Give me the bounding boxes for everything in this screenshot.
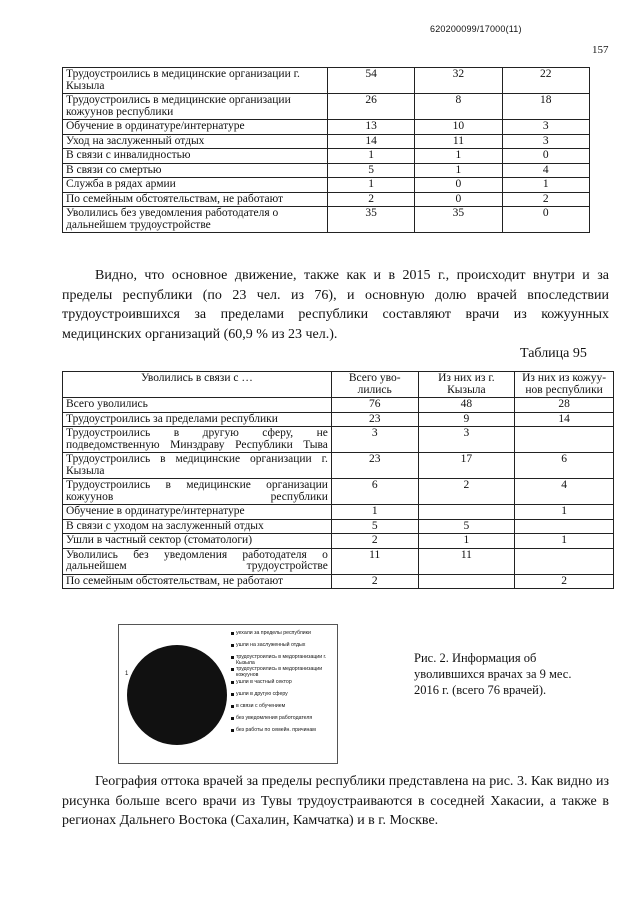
table-cell: 22 [502, 68, 589, 94]
table-row [63, 163, 590, 178]
legend-label: ушли в частный сектор [236, 678, 292, 685]
table1-body [63, 68, 590, 233]
table-header-row [63, 372, 614, 398]
document-id: 620200099/17000(11) [430, 24, 522, 34]
table-cell: 4 [502, 163, 589, 178]
figure-caption: Рис. 2. Информация об уволившихся врачах за 9 мес. 2016 г. (всего 76 врачей). [414, 651, 572, 697]
legend-label: в связи с обучением [236, 702, 286, 709]
table-row [63, 548, 614, 574]
table-row [63, 534, 614, 549]
legend-item [231, 728, 335, 734]
table-cell: Трудоустроились в медицинские организации г. Кызыла [63, 453, 332, 479]
legend-swatch [231, 656, 234, 659]
table-cell: 2 [331, 534, 418, 549]
legend-swatch [231, 681, 234, 684]
legend-swatch [231, 632, 234, 635]
table-cell: 2 [502, 192, 589, 207]
table-cell: 18 [502, 94, 589, 120]
table-cell: 9 [418, 412, 515, 427]
table-cell: Трудоустроились в медицинские организации кожуунов республики [63, 479, 332, 505]
table-cell [515, 519, 614, 534]
table-cell: Служба в рядах армии [63, 178, 328, 193]
legend-label: трудоустроились в медорганизации г. Кызыла [236, 654, 327, 666]
table-cell: Трудоустроились в медицинские организации кожуунов республики [63, 94, 328, 120]
table-cell: 35 [327, 207, 414, 233]
table-cell: 32 [415, 68, 502, 94]
table-cell: 3 [502, 134, 589, 149]
legend-swatch [231, 729, 234, 732]
dismissal-table [62, 371, 614, 589]
body-paragraph: География оттока врачей за пределы республики представлена на рис. 3. Как видно из рисунка больше всего врачи из Тувы трудоустраиваются в соседней Хакасии, а также в регионах Дальнего Востока (Сахалин, Камчатка) и в г. Москве. [62, 774, 609, 828]
table-cell: Трудоустроились в другую сферу, не подведомственную Минздраву Республики Тыва [63, 427, 332, 453]
legend-item [231, 643, 335, 649]
legend-label: уехали за пределы республики [236, 630, 311, 636]
table-row [63, 207, 590, 233]
table-cell: 1 [415, 163, 502, 178]
body-paragraph: Видно, что основное движение, также как и в 2015 г., происходит внутри и за пределы республики (по 23 чел. из 76), и основную долю врачей впоследствии трудоустроившихся за пределами республики составляют врачи из кожуунных медицинских организаций (60,9 % из 23 чел.). [62, 268, 609, 342]
legend-item [231, 655, 335, 666]
table-cell: 1 [331, 505, 418, 520]
pie-chart [123, 641, 231, 749]
table-cell: 1 [502, 178, 589, 193]
table-cell: Уход на заслуженный отдых [63, 134, 328, 149]
table-row [63, 412, 614, 427]
table-cell: 2 [327, 192, 414, 207]
table-cell: 4 [515, 479, 614, 505]
table-cell: 54 [327, 68, 414, 94]
table-cell: 11 [418, 548, 515, 574]
legend-item [231, 631, 335, 637]
table-cell: 10 [415, 120, 502, 135]
table-cell: 11 [331, 548, 418, 574]
table-cell: 3 [418, 427, 515, 453]
table-cell [515, 427, 614, 453]
table-cell: 1 [515, 534, 614, 549]
table-row [63, 479, 614, 505]
table-cell [418, 505, 515, 520]
table-cell: 11 [415, 134, 502, 149]
table-row [63, 94, 590, 120]
table-row [63, 519, 614, 534]
legend-item [231, 704, 335, 710]
column-header: Из них из г. Кызыла [418, 372, 515, 398]
table-cell: 3 [502, 120, 589, 135]
table-cell: 1 [327, 149, 414, 164]
table2-body [63, 398, 614, 589]
legend-label: без работы по семейн. причинам [236, 726, 316, 733]
table-cell: По семейным обстоятельствам, не работают [63, 192, 328, 207]
table2-header [63, 372, 614, 398]
table-cell: 6 [331, 479, 418, 505]
table-cell: 0 [415, 192, 502, 207]
table-row [63, 178, 590, 193]
table-cell: Обучение в ординатуре/интернатуре [63, 120, 328, 135]
legend-label: без уведомления работодателя [236, 714, 313, 721]
table-row [63, 68, 590, 94]
table-cell: 13 [327, 120, 414, 135]
table-row [63, 120, 590, 135]
column-header: Из них из кожуу-нов республики [515, 372, 614, 398]
table-cell: Всего уволились [63, 398, 332, 413]
table-cell [418, 574, 515, 589]
legend-swatch [231, 668, 234, 671]
table-cell: 14 [515, 412, 614, 427]
column-header: Уволились в связи с … [63, 372, 332, 398]
table-cell: Трудоустроились за пределами республики [63, 412, 332, 427]
table-row [63, 427, 614, 453]
table-cell: В связи со смертью [63, 163, 328, 178]
table-cell: 0 [502, 207, 589, 233]
table-cell: Ушли в частный сектор (стоматологи) [63, 534, 332, 549]
table-cell: 28 [515, 398, 614, 413]
table-cell: 23 [331, 412, 418, 427]
table-row [63, 192, 590, 207]
table-cell: 2 [418, 479, 515, 505]
table-cell: 2 [331, 574, 418, 589]
table-cell: 5 [327, 163, 414, 178]
table-cell: 23 [331, 453, 418, 479]
table-cell: 3 [331, 427, 418, 453]
table-cell: 35 [415, 207, 502, 233]
table-cell: 0 [415, 178, 502, 193]
legend-swatch [231, 717, 234, 720]
legend-swatch [231, 644, 234, 647]
table-cell: 1 [415, 149, 502, 164]
legend-label: ушли в другую сферу [236, 690, 288, 697]
table-cell: В связи с инвалидностью [63, 149, 328, 164]
table-row [63, 134, 590, 149]
legend-item [231, 667, 335, 678]
table-cell: 48 [418, 398, 515, 413]
table-cell: 5 [331, 519, 418, 534]
page-number: 157 [592, 44, 609, 56]
table-cell: Трудоустроились в медицинские организации г. Кызыла [63, 68, 328, 94]
table-cell: 76 [331, 398, 418, 413]
column-header: Всего уво-лились [331, 372, 418, 398]
legend-item [231, 692, 335, 698]
table-cell: По семейным обстоятельствам, не работают [63, 574, 332, 589]
legend-item [231, 680, 335, 686]
table-row [63, 453, 614, 479]
table-cell: 14 [327, 134, 414, 149]
table-row [63, 574, 614, 589]
table-cell: 8 [415, 94, 502, 120]
continued-table [62, 67, 590, 233]
table-cell: 1 [515, 505, 614, 520]
table-cell: Уволились без уведомления работодателя о дальнейшем трудоустройстве [63, 548, 332, 574]
table-cell: 26 [327, 94, 414, 120]
legend-item [231, 716, 335, 722]
table-cell: 17 [418, 453, 515, 479]
legend-swatch [231, 693, 234, 696]
table-cell: В связи с уходом на заслуженный отдых [63, 519, 332, 534]
table-cell: 5 [418, 519, 515, 534]
table-cell: Обучение в ординатуре/интернатуре [63, 505, 332, 520]
table-cell: Уволились без уведомления работодателя о дальнейшем трудоустройстве [63, 207, 328, 233]
pie-chart-figure [118, 624, 338, 764]
table-caption: Таблица 95 [520, 346, 587, 361]
table-row [63, 398, 614, 413]
table-cell [515, 548, 614, 574]
legend-label: ушли на заслуженный отдых [236, 642, 306, 649]
table-cell: 0 [502, 149, 589, 164]
pie-slice [127, 645, 227, 745]
table-cell: 6 [515, 453, 614, 479]
table-row [63, 149, 590, 164]
table-row [63, 505, 614, 520]
table-cell: 1 [418, 534, 515, 549]
pie-slice-label: 1 [125, 671, 129, 677]
table-cell: 1 [327, 178, 414, 193]
legend-swatch [231, 705, 234, 708]
chart-legend [231, 631, 335, 740]
legend-label: трудоустроились в медорганизации кожуунов [236, 666, 323, 678]
table-cell: 2 [515, 574, 614, 589]
